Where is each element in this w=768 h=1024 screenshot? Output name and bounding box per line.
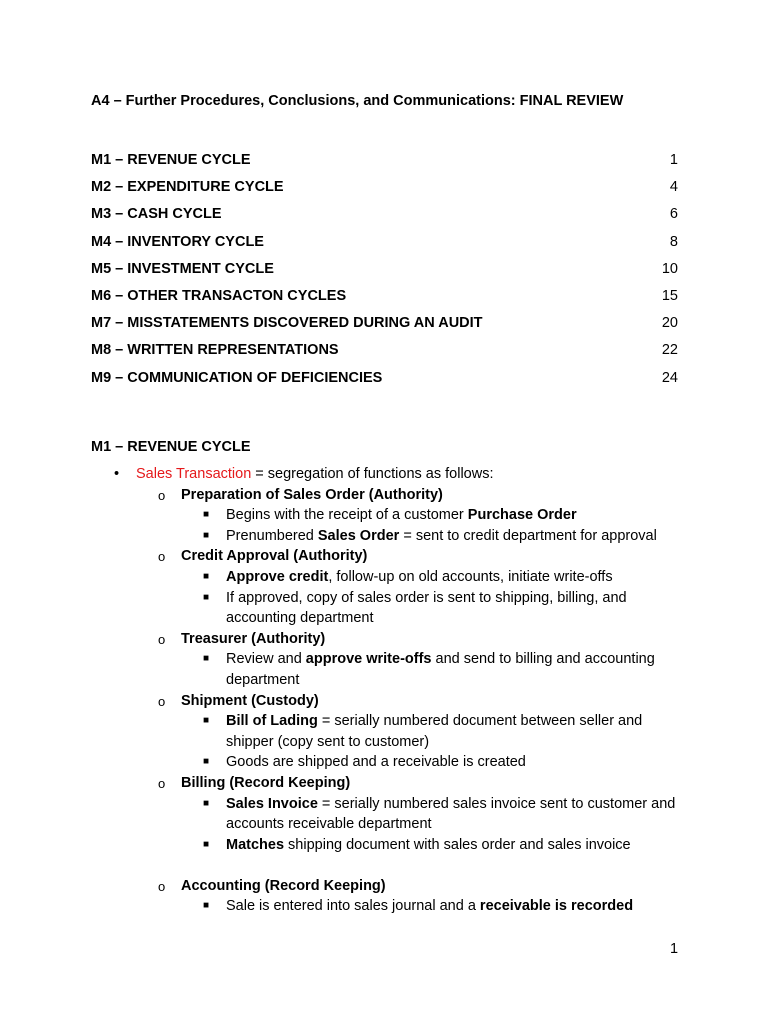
toc-label: M4 – INVENTORY CYCLE: [91, 233, 264, 250]
hollow-bullet-icon: o: [158, 775, 166, 791]
toc-page-number: 10: [661, 260, 678, 277]
item-text: Review and: [226, 651, 306, 668]
toc-page-number: 4: [669, 179, 678, 196]
list-item: [0, 629, 768, 650]
list-item: [0, 649, 768, 690]
list-item: [0, 546, 768, 567]
toc-page-number: 8: [669, 233, 678, 250]
toc-label: M6 – OTHER TRANSACTON CYCLES: [91, 287, 347, 304]
item-text: and send to billing and accounting department: [226, 651, 655, 688]
toc-row: [91, 232, 678, 259]
blank-line: [0, 855, 768, 876]
list-item: [0, 711, 768, 752]
subheading: Accounting (Record Keeping): [181, 877, 386, 894]
list-item: [0, 567, 768, 588]
list-item: [0, 896, 768, 917]
square-bullet-icon: ■: [203, 756, 210, 768]
square-bullet-icon: ■: [203, 797, 210, 809]
toc-label: M1 – REVENUE CYCLE: [91, 152, 251, 168]
list-item: [0, 485, 768, 506]
list-item: [0, 876, 768, 897]
toc-row: [91, 368, 678, 395]
square-bullet-icon: ■: [203, 570, 210, 582]
toc-row: [91, 286, 678, 313]
toc-row: [91, 259, 678, 286]
toc-row: [91, 313, 678, 340]
toc-label: M7 – MISSTATEMENTS DISCOVERED DURING AN AUDIT: [91, 315, 483, 332]
list-item: [0, 773, 768, 794]
bold-term: Sales Invoice: [226, 795, 318, 812]
toc-page-number: 6: [669, 206, 678, 223]
subheading: Billing (Record Keeping): [181, 774, 351, 791]
bold-term: Bill of Lading: [226, 713, 318, 730]
toc-label: M2 – EXPENDITURE CYCLE: [91, 179, 284, 196]
list-item: [0, 526, 768, 547]
bold-term: receivable is recorded: [479, 898, 634, 915]
square-bullet-icon: ■: [203, 900, 210, 912]
topic-text: = segregation of functions as follows:: [251, 466, 494, 482]
toc-row: [91, 177, 678, 204]
bold-term: approve write-offs: [305, 651, 432, 668]
square-bullet-icon: ■: [203, 838, 210, 850]
list-item: [0, 691, 768, 712]
filled-bullet-icon: •: [114, 466, 120, 482]
table-of-contents: [91, 150, 678, 395]
square-bullet-icon: ■: [203, 653, 210, 665]
bold-term: Sales Order: [317, 527, 400, 544]
item-text: shipping document with sales order and sales invoice: [284, 836, 631, 853]
toc-row: [91, 340, 678, 367]
document-title: A4 – Further Procedures, Conclusions, and Communications: FINAL REVIEW: [91, 93, 624, 109]
toc-page-number: 1: [669, 152, 678, 168]
item-text: = sent to credit department for approval: [399, 527, 657, 544]
item-text: Prenumbered: [226, 527, 318, 544]
list-item: [0, 752, 768, 773]
square-bullet-icon: ■: [203, 591, 210, 603]
toc-page-number: 20: [661, 315, 678, 332]
hollow-bullet-icon: o: [158, 487, 166, 503]
subheading: Shipment (Custody): [181, 692, 319, 709]
bold-term: Matches: [226, 836, 285, 853]
bold-term: Purchase Order: [467, 507, 577, 524]
item-text: Sale is entered into sales journal and a: [226, 898, 480, 915]
toc-page-number: 15: [661, 287, 678, 304]
item-text: Goods are shipped and a receivable is created: [226, 754, 526, 771]
toc-page-number: 24: [661, 369, 678, 386]
subheading: Preparation of Sales Order (Authority): [181, 486, 443, 503]
item-text: = serially numbered sales invoice sent to customer and accounts receivable department: [226, 795, 676, 833]
list-item: [0, 794, 768, 835]
toc-page-number: 22: [661, 342, 678, 359]
highlighted-term: Sales Transaction: [136, 466, 252, 482]
subheading: Treasurer (Authority): [181, 630, 326, 647]
page-number: 1: [670, 941, 679, 957]
list-item: [0, 464, 768, 485]
toc-label: M9 – COMMUNICATION OF DEFICIENCIES: [91, 369, 383, 386]
toc-label: M8 – WRITTEN REPRESENTATIONS: [91, 342, 339, 359]
section-content: [0, 464, 768, 917]
bold-term: Approve credit: [226, 568, 329, 585]
item-text: = serially numbered document between seller and shipper (copy sent to customer): [226, 713, 643, 750]
section-heading: M1 – REVENUE CYCLE: [91, 439, 251, 455]
square-bullet-icon: ■: [203, 715, 210, 727]
list-item: [0, 835, 768, 856]
square-bullet-icon: ■: [203, 509, 210, 521]
toc-row: [91, 150, 678, 177]
list-item: [0, 588, 768, 629]
hollow-bullet-icon: o: [158, 693, 166, 709]
square-bullet-icon: ■: [203, 529, 210, 541]
toc-label: M5 – INVESTMENT CYCLE: [91, 260, 274, 277]
hollow-bullet-icon: o: [158, 549, 166, 565]
item-text: Begins with the receipt of a customer: [226, 507, 468, 524]
hollow-bullet-icon: o: [158, 631, 166, 647]
list-item: [0, 505, 768, 526]
item-text: , follow-up on old accounts, initiate write-offs: [328, 568, 613, 585]
hollow-bullet-icon: o: [158, 878, 166, 894]
toc-label: M3 – CASH CYCLE: [91, 206, 222, 223]
item-text: If approved, copy of sales order is sent to shipping, billing, and accounting department: [226, 589, 627, 627]
toc-row: [91, 204, 678, 231]
subheading: Credit Approval (Authority): [181, 548, 368, 565]
